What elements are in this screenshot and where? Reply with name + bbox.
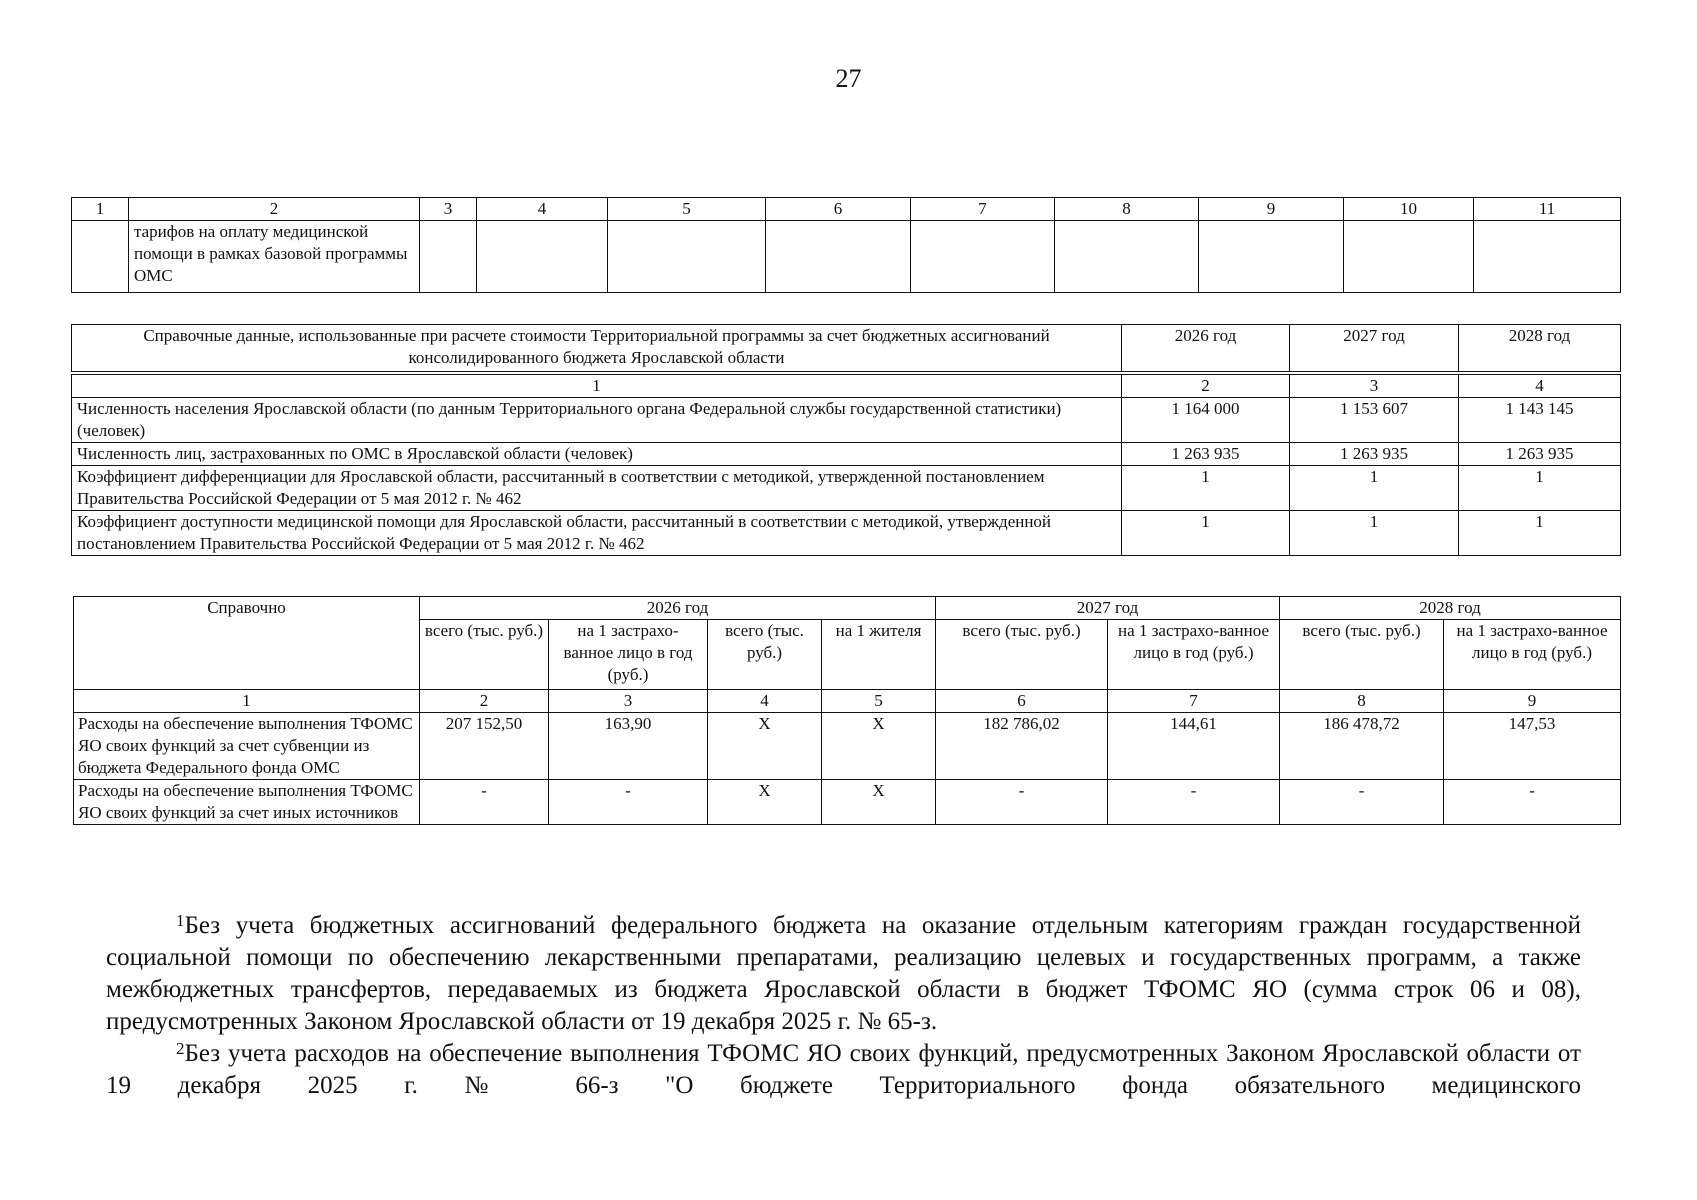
row-label: Коэффициент дифференциации для Ярославской области, рассчитанный в соответствии с методикой, утвержденной постановлением Правительства Российской Федерации от 5 мая 2012 г. № 462 — [72, 466, 1122, 511]
col-number: 7 — [911, 198, 1055, 221]
table-cell — [420, 221, 477, 293]
continuation-table — [71, 197, 1621, 293]
row-label: Расходы на обеспечение выполнения ТФОМС ЯО своих функций за счет субвенции из бюджета Федерального фонда ОМС — [74, 713, 420, 780]
col-number: 1 — [72, 198, 129, 221]
footnote-2 — [106, 1038, 1581, 1102]
row-label: Расходы на обеспечение выполнения ТФОМС ЯО своих функций за счет иных источников — [74, 780, 420, 825]
footnote-mark: 1 — [176, 911, 185, 930]
value-cell: 1 153 607 — [1290, 398, 1459, 443]
value-cell: - — [1444, 780, 1621, 825]
col-number: 10 — [1344, 198, 1474, 221]
value-cell: 1 — [1290, 511, 1459, 556]
table-cell — [911, 221, 1055, 293]
value-cell: Х — [708, 780, 822, 825]
value-cell: 163,90 — [549, 713, 708, 780]
table-row — [72, 221, 1621, 293]
year-header: 2027 год — [1290, 325, 1459, 372]
footnote-text: Без учета расходов на обеспечение выполнения ТФОМС ЯО своих функций, предусмотренных Законом Ярославской области от 19 декабря 2025 г. № 66-з "О бюджете Территориального фонда обязательного медицинского — [106, 1040, 1581, 1099]
col-number: 4 — [477, 198, 608, 221]
column-number-row — [72, 375, 1621, 398]
col-number: 2 — [420, 690, 549, 713]
col-number: 5 — [822, 690, 936, 713]
column-number-row — [72, 198, 1621, 221]
table-row — [72, 466, 1621, 511]
column-header: всего (тыс. руб.) — [936, 620, 1108, 690]
column-header: на 1 застрахо-ванное лицо в год (руб.) — [549, 620, 708, 690]
col-number: 8 — [1280, 690, 1444, 713]
value-cell: 1 164 000 — [1122, 398, 1290, 443]
table-row — [72, 398, 1621, 443]
page-number: 27 — [835, 64, 862, 93]
value-cell: - — [1108, 780, 1280, 825]
value-cell: 1 263 935 — [1459, 443, 1621, 466]
row-label: Численность лиц, застрахованных по ОМС в Ярославской области (человек) — [72, 443, 1122, 466]
header-row — [74, 597, 1621, 620]
table-row — [74, 780, 1621, 825]
header-row — [72, 325, 1621, 372]
value-cell: Х — [708, 713, 822, 780]
col-number: 2 — [1122, 375, 1290, 398]
value-cell: - — [549, 780, 708, 825]
value-cell: 186 478,72 — [1280, 713, 1444, 780]
col-number: 1 — [74, 690, 420, 713]
reference-data-table — [71, 324, 1621, 556]
year-header: 2026 год — [420, 597, 936, 620]
col-number: 9 — [1199, 198, 1344, 221]
col-number: 2 — [129, 198, 420, 221]
col-number: 4 — [1459, 375, 1621, 398]
col-number: 6 — [766, 198, 911, 221]
column-header: всего (тыс. руб.) — [1280, 620, 1444, 690]
col-number: 11 — [1474, 198, 1621, 221]
column-header: на 1 застрахо-ванное лицо в год (руб.) — [1108, 620, 1280, 690]
column-number-row — [74, 690, 1621, 713]
value-cell: 147,53 — [1444, 713, 1621, 780]
value-cell: 1 — [1459, 466, 1621, 511]
row-header-label: Справочно — [74, 597, 420, 690]
col-number: 3 — [420, 198, 477, 221]
value-cell: - — [936, 780, 1108, 825]
table-cell — [766, 221, 911, 293]
value-cell: 182 786,02 — [936, 713, 1108, 780]
column-header: всего (тыс. руб.) — [420, 620, 549, 690]
table-row — [72, 511, 1621, 556]
footnote-text: Без учета бюджетных ассигнований федерального бюджета на оказание отдельным категориям граждан государственной социальной помощи по обеспечению лекарственными препаратами, реализацию целевых и государственных программ, а также межбюджетных трансфертов, передаваемых из бюджета Ярославской области в бюджет ТФОМС ЯО (сумма строк 06 и 08), предусмотренных Законом Ярославской области от 19 декабря 2025 г. № 65-з. — [106, 912, 1581, 1035]
value-cell: 1 263 935 — [1122, 443, 1290, 466]
value-cell: Х — [822, 713, 936, 780]
table-cell — [72, 221, 129, 293]
col-number: 6 — [936, 690, 1108, 713]
value-cell: 1 — [1290, 466, 1459, 511]
column-header: всего (тыс. руб.) — [708, 620, 822, 690]
expenses-table — [73, 596, 1621, 825]
value-cell: 1 263 935 — [1290, 443, 1459, 466]
value-cell: 1 — [1122, 466, 1290, 511]
table-cell — [608, 221, 766, 293]
table-title: Справочные данные, использованные при расчете стоимости Территориальной программы за счет бюджетных ассигнований консолидированного бюджета Ярославской области — [72, 325, 1122, 372]
value-cell: 1 — [1122, 511, 1290, 556]
value-cell: 1 — [1459, 511, 1621, 556]
table-cell — [1474, 221, 1621, 293]
col-number: 3 — [1290, 375, 1459, 398]
col-number: 9 — [1444, 690, 1621, 713]
table-row — [74, 713, 1621, 780]
year-header: 2027 год — [936, 597, 1280, 620]
footnote-mark: 2 — [176, 1039, 185, 1058]
col-number: 8 — [1055, 198, 1199, 221]
row-label: Коэффициент доступности медицинской помощи для Ярославской области, рассчитанный в соответствии с методикой, утвержденной постановлением Правительства Российской Федерации от 5 мая 2012 г. № 462 — [72, 511, 1122, 556]
value-cell: 1 143 145 — [1459, 398, 1621, 443]
value-cell: 144,61 — [1108, 713, 1280, 780]
table-cell — [1344, 221, 1474, 293]
column-header: на 1 застрахо-ванное лицо в год (руб.) — [1444, 620, 1621, 690]
row-label: Численность населения Ярославской области (по данным Территориального органа Федеральной службы государственной статистики) (человек) — [72, 398, 1122, 443]
year-header: 2028 год — [1459, 325, 1621, 372]
col-number: 5 — [608, 198, 766, 221]
value-cell: - — [420, 780, 549, 825]
col-number: 4 — [708, 690, 822, 713]
value-cell: Х — [822, 780, 936, 825]
col-number: 3 — [549, 690, 708, 713]
col-number: 1 — [72, 375, 1122, 398]
footnotes — [106, 910, 1581, 1102]
year-header: 2026 год — [1122, 325, 1290, 372]
column-header: на 1 жителя — [822, 620, 936, 690]
table-cell: тарифов на оплату медицинской помощи в рамках базовой программы ОМС — [129, 221, 420, 293]
col-number: 7 — [1108, 690, 1280, 713]
value-cell: - — [1280, 780, 1444, 825]
footnote-1 — [106, 910, 1581, 1038]
year-header: 2028 год — [1280, 597, 1621, 620]
table-cell — [477, 221, 608, 293]
table-row — [72, 443, 1621, 466]
value-cell: 207 152,50 — [420, 713, 549, 780]
table-cell — [1055, 221, 1199, 293]
table-cell — [1199, 221, 1344, 293]
